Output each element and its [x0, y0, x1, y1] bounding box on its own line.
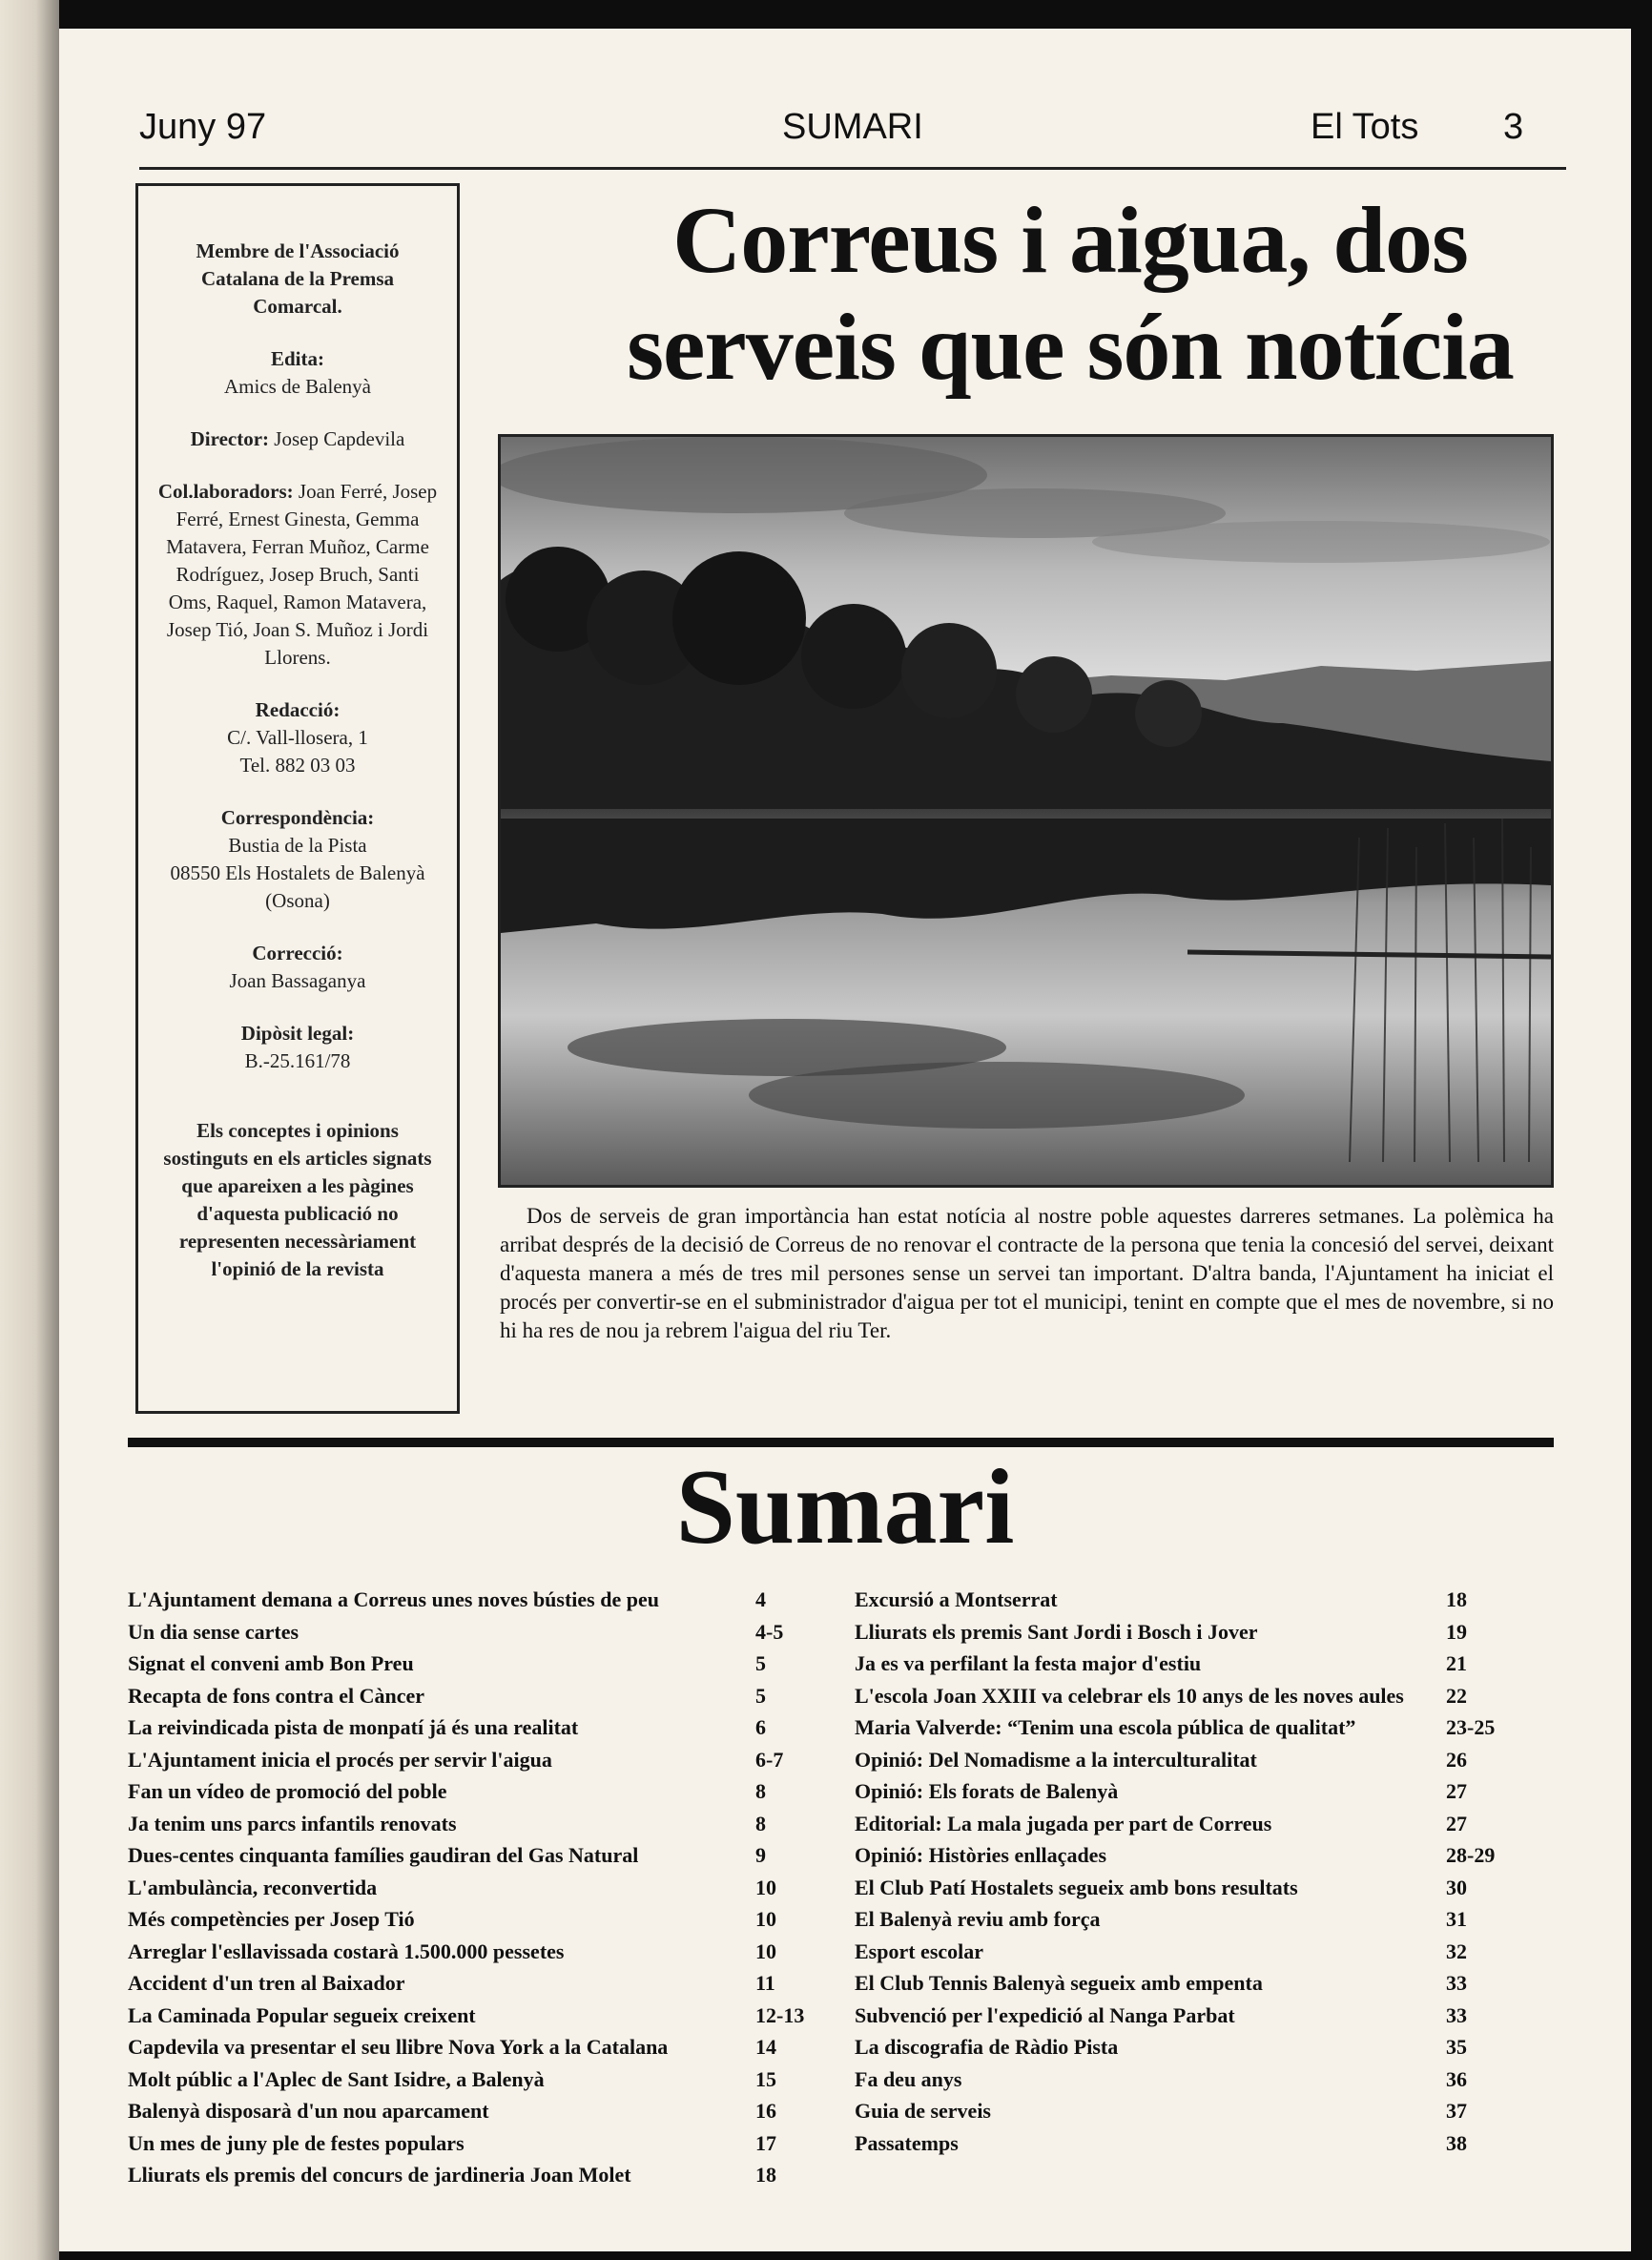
toc-entry: [128, 1616, 834, 1648]
toc-entry-title: Ja tenim uns parcs infantils renovats: [128, 1811, 457, 1835]
toc-entry-title: Signat el conveni amb Bon Preu: [128, 1651, 414, 1675]
toc-entry: [855, 1584, 1560, 1616]
toc-entry-title: Balenyà disposarà d'un nou aparcament: [128, 2099, 489, 2123]
toc-entry-title: La reivindicada pista de monpatí já és una realitat: [128, 1715, 579, 1739]
toc-entry: [855, 2031, 1560, 2063]
correspondence-line2: 08550 Els Hostalets de Balenyà (Osona): [170, 861, 425, 912]
correspondence-block: [157, 804, 438, 915]
toc-entry: [855, 2095, 1560, 2127]
toc-entry-page: 9: [755, 1843, 766, 1867]
header-rule: [139, 167, 1566, 170]
redaccio-label: Redacció:: [255, 698, 341, 721]
toc-entry: [128, 2095, 834, 2127]
collaborators-label: Col.laboradors:: [157, 480, 294, 503]
toc-entry-title: Opinió: Històries enllaçades: [855, 1843, 1106, 1867]
toc-entry-page: 6: [755, 1715, 766, 1739]
toc-entry: [128, 2000, 834, 2032]
toc-entry: [128, 1936, 834, 1968]
toc-entry-title: Opinió: Els forats de Balenyà: [855, 1779, 1119, 1803]
toc-entry-title: Guia de serveis: [855, 2099, 991, 2123]
toc-entry-title: Un dia sense cartes: [128, 1619, 299, 1644]
toc-entry: [855, 1616, 1560, 1648]
toc-left-column: [128, 1584, 834, 2191]
toc-entry-page: 30: [1446, 1875, 1467, 1899]
toc-entry-title: Lliurats els premis del concurs de jardineria Joan Molet: [128, 2163, 631, 2187]
director-value: Josep Capdevila: [269, 427, 405, 450]
toc-entry: [128, 1775, 834, 1808]
toc-entry-page: 21: [1446, 1651, 1467, 1675]
correccio-value: Joan Bassaganya: [229, 969, 366, 992]
header-date: Juny 97: [139, 107, 267, 147]
toc-entry-page: 28-29: [1446, 1843, 1496, 1867]
toc-entry: [128, 2063, 834, 2096]
toc-entry: [855, 1872, 1560, 1904]
toc-entry-page: 4-5: [755, 1619, 784, 1644]
toc-entry-page: 18: [755, 2163, 776, 2187]
toc-entry-title: L'Ajuntament demana a Correus unes noves bústies de peu: [128, 1587, 659, 1611]
toc-entry-page: 27: [1446, 1811, 1467, 1835]
toc-entry-page: 18: [1446, 1587, 1467, 1611]
toc-entry: [855, 1744, 1560, 1776]
collaborators-value: Joan Ferré, Josep Ferré, Ernest Ginesta, Gemma Matavera, Ferran Muñoz, Carme Rodríguez, Josep Bruch, Santi Oms, Raquel, Ramon Matavera, Josep Tió, Joan S. Muñoz i Jordi Llorens.: [166, 480, 438, 669]
membership-note: Membre de l'Associació Catalana de la Premsa Comarcal.: [196, 239, 400, 318]
toc-entry-page: 31: [1446, 1907, 1467, 1931]
toc-entry-page: 16: [755, 2099, 776, 2123]
toc-entry: [855, 2000, 1560, 2032]
toc-entry-title: El Club Patí Hostalets segueix amb bons resultats: [855, 1875, 1298, 1899]
header-page-number: 3: [1503, 107, 1524, 147]
toc-entry: [128, 1872, 834, 1904]
toc-entry: [128, 1967, 834, 2000]
toc-entry-title: L'ambulància, reconvertida: [128, 1875, 378, 1899]
director-label: Director:: [190, 427, 270, 450]
toc-entry-page: 22: [1446, 1683, 1467, 1708]
toc-entry-title: Passatemps: [855, 2130, 959, 2155]
toc-entry: [855, 1967, 1560, 2000]
toc-entry-title: Dues-centes cinquanta famílies gaudiran del Gas Natural: [128, 1843, 639, 1867]
toc-entry: [855, 1839, 1560, 1872]
toc-entry-page: 14: [755, 2035, 776, 2059]
toc-entry: [128, 1808, 834, 1840]
photo-caption: Dos de serveis de gran importància han estat notícia al nostre poble aquestes darreres setmanes. La polèmica ha arribat després de la decisió de Correus de no renovar el contracte de la persona que tenia la concesió del servei, deixant d'aquesta manera a més de tres mil persones sense un servei tan important. D'altra banda, l'Ajuntament ha iniciat el procés per convertir-se en el subministrador d'aigua per tot el municipi, tenint en compte que el mes de novembre, si no hi ha res de nou ja rebrem l'aigua del riu Ter.: [500, 1204, 1554, 1342]
toc-entry-title: Molt públic a l'Aplec de Sant Isidre, a Balenyà: [128, 2066, 545, 2091]
correccio-label: Correcció:: [252, 942, 343, 964]
toc-entry-page: 5: [755, 1651, 766, 1675]
toc-entry: [128, 1839, 834, 1872]
toc-entry: [855, 1775, 1560, 1808]
toc-entry-title: Fa deu anys: [855, 2066, 962, 2091]
toc-entry-page: 4: [755, 1587, 766, 1611]
toc-entry: [855, 1648, 1560, 1680]
toc-entry: [855, 1808, 1560, 1840]
toc-entry-page: 12-13: [755, 2002, 805, 2027]
page-headline: [507, 187, 1631, 401]
masthead-box: [135, 183, 460, 1414]
toc-entry: [128, 1680, 834, 1712]
toc-entry-title: Maria Valverde: “Tenim una escola pública de qualitat”: [855, 1715, 1356, 1739]
toc-entry-page: 8: [755, 1779, 766, 1803]
correccio-block: [157, 940, 438, 995]
diposit-value: B.-25.161/78: [244, 1049, 351, 1072]
toc-entry-title: Ja es va perfilant la festa major d'estiu: [855, 1651, 1202, 1675]
headline-line1: Correus i aigua, dos: [672, 187, 1468, 293]
toc-entry: [128, 1903, 834, 1936]
toc-entry-page: 5: [755, 1683, 766, 1708]
toc-entry-title: Editorial: La mala jugada per part de Correus: [855, 1811, 1272, 1835]
toc-entry: [855, 1680, 1560, 1712]
toc-entry-title: Fan un vídeo de promoció del poble: [128, 1779, 447, 1803]
toc-entry-title: La discografia de Ràdio Pista: [855, 2035, 1119, 2059]
toc-entry-title: Més competències per Josep Tió: [128, 1907, 415, 1931]
toc-entry-title: El Balenyà reviu amb força: [855, 1907, 1101, 1931]
edita-value: Amics de Balenyà: [224, 375, 371, 398]
toc-entry-page: 17: [755, 2130, 776, 2155]
sumari-title: Sumari: [675, 1448, 1015, 1566]
toc-entry-page: 36: [1446, 2066, 1467, 2091]
disclaimer: Els conceptes i opinions sostinguts en els articles signats que apareixen a les pàgines d'aquesta publicació no representen necessàriament l'opinió de la revista: [163, 1119, 432, 1280]
toc-entry-title: Opinió: Del Nomadisme a la interculturalitat: [855, 1747, 1257, 1772]
toc-entry-page: 19: [1446, 1619, 1467, 1644]
edita-block: [157, 345, 438, 401]
toc-entry-title: Lliurats els premis Sant Jordi i Bosch i Jover: [855, 1619, 1258, 1644]
toc-entry-title: L'escola Joan XXIII va celebrar els 10 anys de les noves aules: [855, 1683, 1404, 1708]
collaborators-block: [157, 478, 438, 672]
toc-entry-title: L'Ajuntament inicia el procés per servir l'aigua: [128, 1747, 552, 1772]
toc-right-column: [855, 1584, 1560, 2159]
toc-entry-title: Capdevila va presentar el seu llibre Nova York a la Catalana: [128, 2035, 669, 2059]
diposit-block: [157, 1020, 438, 1075]
toc-entry-title: Subvenció per l'expedició al Nanga Parbat: [855, 2002, 1235, 2027]
header-publication: El Tots: [1311, 107, 1419, 147]
toc-entry-page: 6-7: [755, 1747, 784, 1772]
toc-entry: [855, 2063, 1560, 2096]
diposit-label: Dipòsit legal:: [240, 1022, 355, 1045]
toc-entry-page: 8: [755, 1811, 766, 1835]
page-spine: [0, 0, 59, 2260]
edita-label: Edita:: [270, 347, 324, 370]
toc-entry-page: 10: [755, 1939, 776, 1963]
toc-entry-page: 38: [1446, 2130, 1467, 2155]
toc-entry-title: Excursió a Montserrat: [855, 1587, 1058, 1611]
toc-entry-page: 10: [755, 1875, 776, 1899]
toc-entry-page: 33: [1446, 1971, 1467, 1995]
headline-line2: serveis que són notícia: [627, 294, 1514, 400]
toc-entry-page: 37: [1446, 2099, 1467, 2123]
toc-entry-title: Esport escolar: [855, 1939, 984, 1963]
toc-entry: [855, 1903, 1560, 1936]
toc-entry-page: 26: [1446, 1747, 1467, 1772]
toc-entry: [128, 2031, 834, 2063]
toc-entry: [128, 1711, 834, 1744]
toc-entry: [855, 2127, 1560, 2160]
toc-entry-page: 33: [1446, 2002, 1467, 2027]
toc-entry-title: Un mes de juny ple de festes populars: [128, 2130, 465, 2155]
toc-entry-page: 23-25: [1446, 1715, 1496, 1739]
toc-entry-page: 11: [755, 1971, 775, 1995]
toc-entry: [128, 1744, 834, 1776]
redaccio-address: C/. Vall-llosera, 1: [227, 726, 368, 749]
toc-entry-title: Arreglar l'esllavissada costarà 1.500.000 pessetes: [128, 1939, 565, 1963]
redaccio-phone: Tel. 882 03 03: [239, 754, 356, 777]
director-block: [157, 425, 438, 453]
header-section: SUMARI: [782, 107, 923, 147]
correspondence-line1: Bustia de la Pista: [228, 834, 367, 857]
toc-entry: [128, 1584, 834, 1616]
toc-entry-page: 10: [755, 1907, 776, 1931]
toc-entry-title: La Caminada Popular segueix creixent: [128, 2002, 476, 2027]
toc-entry-title: Accident d'un tren al Baixador: [128, 1971, 405, 1995]
toc-entry: [128, 2127, 834, 2160]
toc-entry: [855, 1936, 1560, 1968]
toc-entry-page: 32: [1446, 1939, 1467, 1963]
toc-entry-title: Recapta de fons contra el Càncer: [128, 1683, 424, 1708]
lake-photo: [498, 434, 1554, 1188]
toc-entry: [128, 2159, 834, 2191]
magazine-page: [59, 29, 1631, 2251]
redaccio-block: [157, 696, 438, 779]
toc-entry-page: 35: [1446, 2035, 1467, 2059]
toc-entry-title: El Club Tennis Balenyà segueix amb empenta: [855, 1971, 1263, 1995]
correspondence-label: Correspondència:: [220, 806, 375, 829]
toc-entry: [128, 1648, 834, 1680]
toc-entry-page: 15: [755, 2066, 776, 2091]
toc-entry: [855, 1711, 1560, 1744]
toc-entry-page: 27: [1446, 1779, 1467, 1803]
